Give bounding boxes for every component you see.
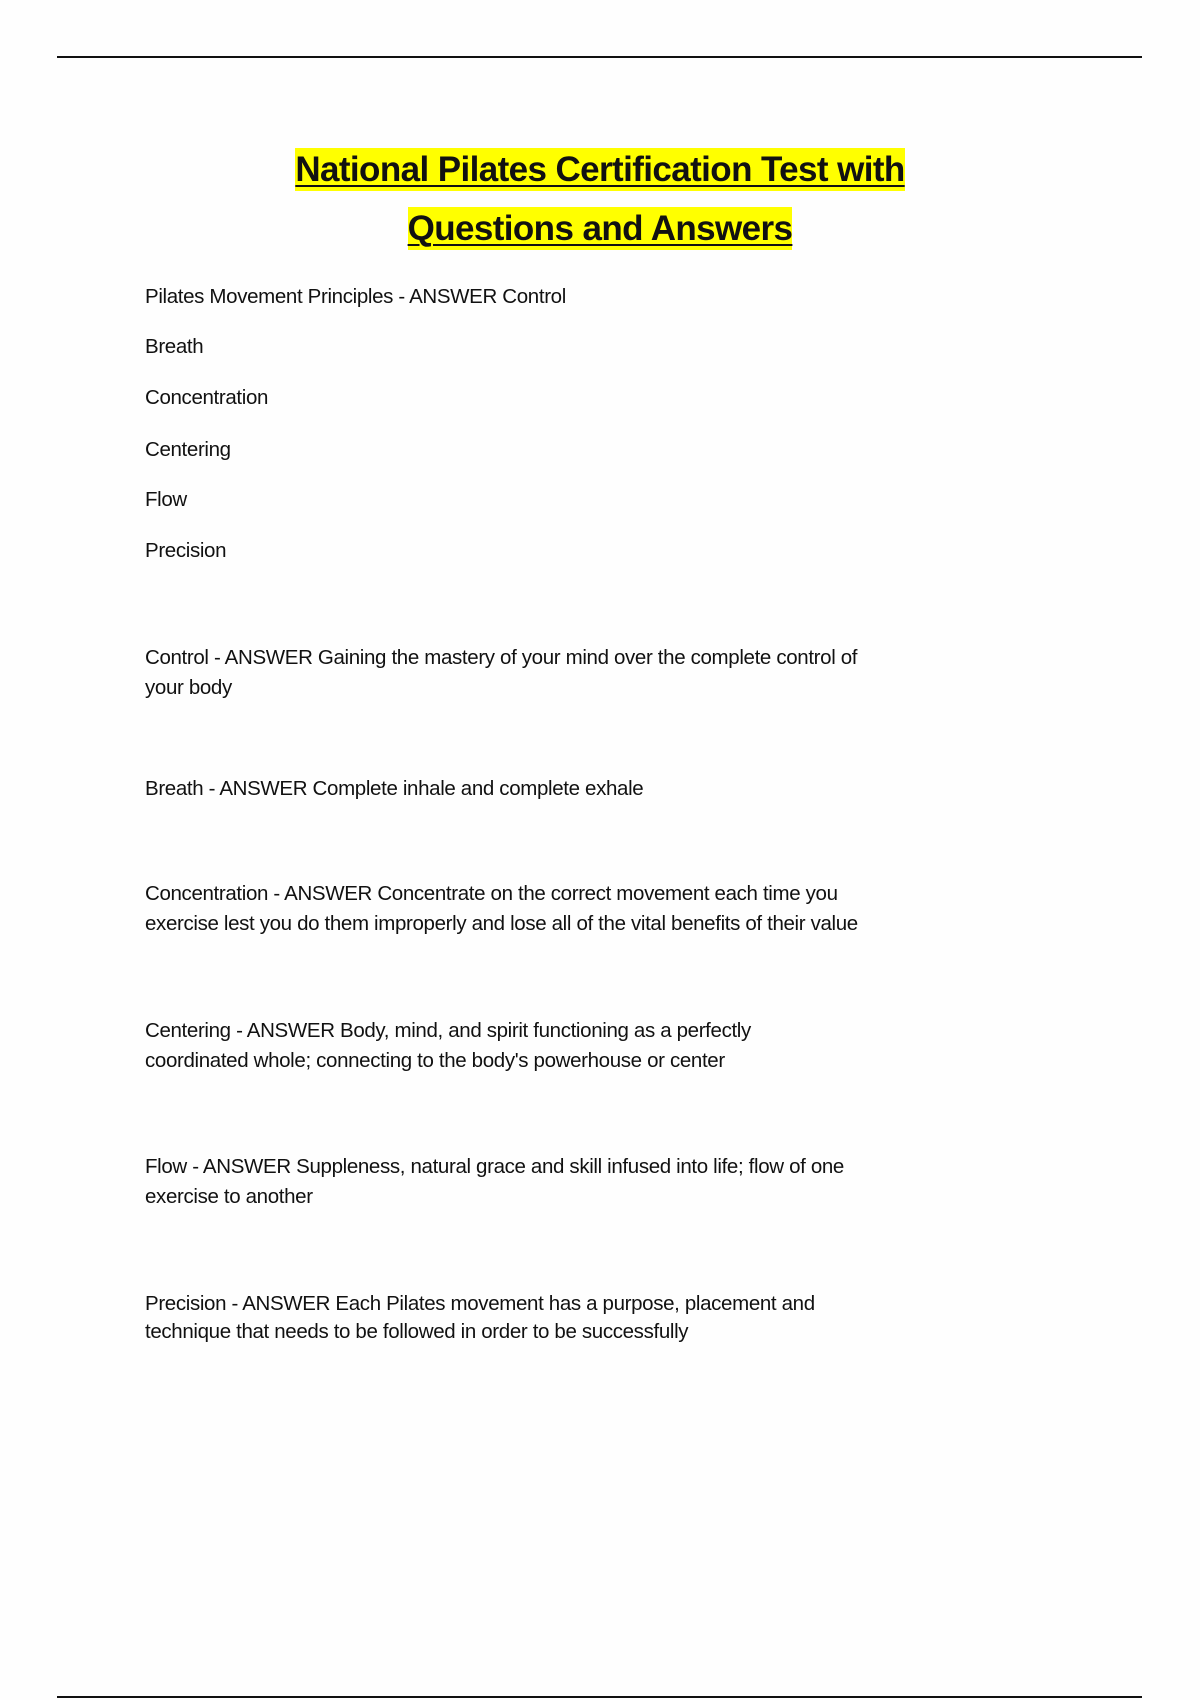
principle-item: Breath (145, 335, 204, 358)
principles-question: Pilates Movement Principles - ANSWER Control (145, 285, 566, 308)
qa-concentration: Concentration - ANSWER Concentrate on the correct movement each time you (145, 882, 838, 905)
qa-precision: technique that needs to be followed in order to be successfully (145, 1320, 689, 1343)
qa-breath: Breath - ANSWER Complete inhale and complete exhale (145, 777, 644, 800)
qa-control: Control - ANSWER Gaining the mastery of your mind over the complete control of (145, 646, 858, 669)
qa-precision: Precision - ANSWER Each Pilates movement has a purpose, placement and (145, 1292, 815, 1315)
principle-item: Precision (145, 539, 227, 562)
qa-flow: exercise to another (145, 1185, 313, 1208)
document-title-line-2 (0, 209, 1200, 249)
qa-control: your body (145, 676, 232, 699)
qa-concentration: exercise lest you do them improperly and lose all of the vital benefits of their value (145, 912, 858, 935)
header-rule (57, 56, 1142, 58)
document-title-line-1 (0, 150, 1200, 190)
principle-item: Centering (145, 438, 231, 461)
title-text-2: Questions and Answers (407, 209, 793, 248)
qa-centering: Centering - ANSWER Body, mind, and spirit functioning as a perfectly (145, 1019, 751, 1042)
principle-item: Flow (145, 488, 187, 511)
qa-centering: coordinated whole; connecting to the body's powerhouse or center (145, 1049, 725, 1072)
principle-item: Concentration (145, 386, 269, 409)
footer-rule (57, 1696, 1142, 1698)
title-text-1: National Pilates Certification Test with (295, 150, 905, 189)
qa-flow: Flow - ANSWER Suppleness, natural grace and skill infused into life; flow of one (145, 1155, 844, 1178)
